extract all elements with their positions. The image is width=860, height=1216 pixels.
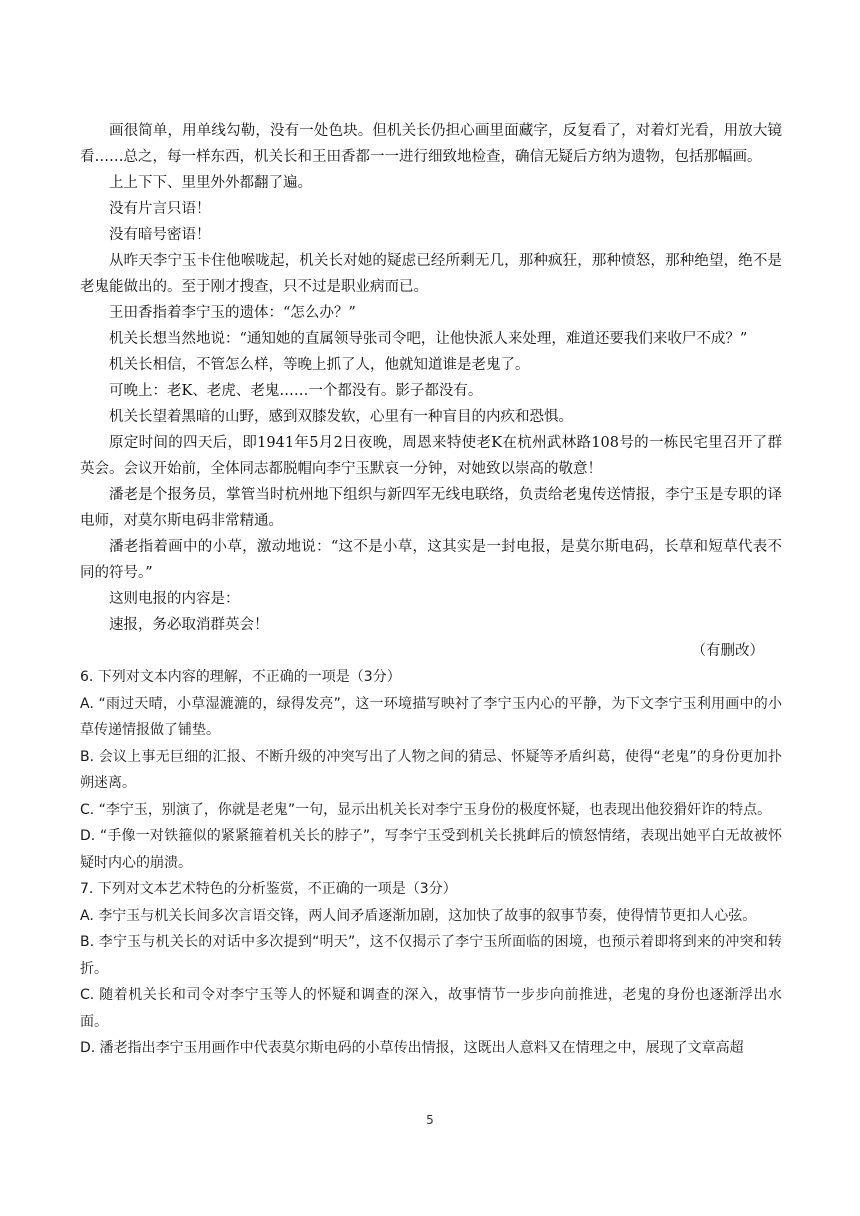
story-paragraph: 没有片言只语！ [109,201,211,217]
document-page [80,118,782,1062]
story-paragraph: 这则电报的内容是： [109,591,240,607]
question-stem: 6. 下列对文本内容的理解，不正确的一项是（3分） [80,669,401,685]
story-paragraph: 王田香指着李宁玉的遗体：“怎么办？” [109,305,356,321]
answer-option-b: B. 李宁玉与机关长的对话中多次提到“明天”，这不仅揭示了李宁玉所面临的困境，也预示着即将到来的冲突和转折。 [80,934,782,977]
question-stem: 7. 下列对文本艺术特色的分析鉴赏，不正确的一项是（3分） [80,881,457,897]
story-paragraph: 上上下下、里里外外都翻了遍。 [109,175,312,191]
story-paragraph: 机关长想当然地说：“通知她的直属领导张司令吧，让他快派人来处理，难道还要我们来收尸不成？” [109,331,748,347]
story-paragraph: 没有暗号密语！ [109,227,211,243]
story-paragraph: 潘老是个报务员，掌管当时杭州地下组织与新四军无线电联络，负责给老鬼传送情报，李宁玉是专职的译电师，对莫尔斯电码非常精通。 [80,487,782,529]
answer-option-a: A. 李宁玉与机关长间多次言语交锋，两人间矛盾逐渐加剧，这加快了故事的叙事节奏，使得情节更扣人心弦。 [80,907,757,924]
answer-option-d: D. 潘老指出李宁玉用画作中代表莫尔斯电码的小草传出情报，这既出人意料又在情理之中，展现了文章高超 [80,1040,744,1056]
question-7 [80,876,782,1062]
story-paragraph: 机关长望着黑暗的山野，感到双膝发软，心里有一种盲目的内疚和恐惧。 [109,409,573,425]
story-paragraph: 可晚上：老K、老虎、老鬼……一个都没有。影子都没有。 [109,383,483,399]
story-paragraph: 速报，务必取消群英会！ [109,617,269,633]
answer-option-b: B. 会议上事无巨细的汇报、不断升级的冲突写出了人物之间的猜忌、怀疑等矛盾纠葛，使得“老鬼”的身份更加扑朔迷离。 [80,748,782,791]
story-paragraph: 从昨天李宁玉卡住他喉咙起，机关长对她的疑虑已经所剩无几，那种疯狂，那种愤怒，那种绝望，绝不是老鬼能做出的。至于刚才搜查，只不过是职业病而已。 [80,253,782,295]
question-6 [80,664,782,876]
story-paragraph: 潘老指着画中的小草，激动地说：“这不是小草，这其实是一封电报，是莫尔斯电码，长草和短草代表不同的符号。” [80,539,782,581]
answer-option-a: A. “雨过天晴，小草湿漉漉的，绿得发亮”，这一环境描写映衬了李宁玉内心的平静，为下文李宁玉利用画中的小草传递情报做了铺垫。 [80,695,782,738]
story-paragraph: 机关长相信，不管怎么样，等晚上抓了人，他就知道谁是老鬼了。 [109,357,530,373]
source-note: （有删改） [691,643,764,659]
answer-option-c: C. 随着机关长和司令对李宁玉等人的怀疑和调查的深入，故事情节一步步向前推进，老鬼的身份也逐渐浮出水面。 [80,987,782,1030]
story-paragraph: 原定时间的四天后，即1941年5月2日夜晚，周恩来特使老K在杭州武林路108号的一栋民宅里召开了群英会。会议开始前，全体同志都脱帽向李宁玉默哀一分钟，对她致以崇高的敬意！ [80,435,782,477]
answer-option-d: D. “手像一对铁箍似的紧紧箍着机关长的脖子”，写李宁玉受到机关长挑衅后的愤怒情绪，表现出她平白无故被怀疑时内心的崩溃。 [80,828,782,871]
story-excerpt [80,118,782,664]
story-paragraph: 画很简单，用单线勾勒，没有一处色块。但机关长仍担心画里面藏字，反复看了，对着灯光看，用放大镜看……总之，每一样东西，机关长和王田香都一一进行细致地检查，确信无疑后方纳为遗物，包括那幅画。 [80,123,782,165]
answer-option-c: C. “李宁玉，别演了，你就是老鬼”一句，显示出机关长对李宁玉身份的极度怀疑，也表现出他狡猾奸诈的特点。 [80,801,772,818]
page-number: 5 [426,1113,434,1127]
